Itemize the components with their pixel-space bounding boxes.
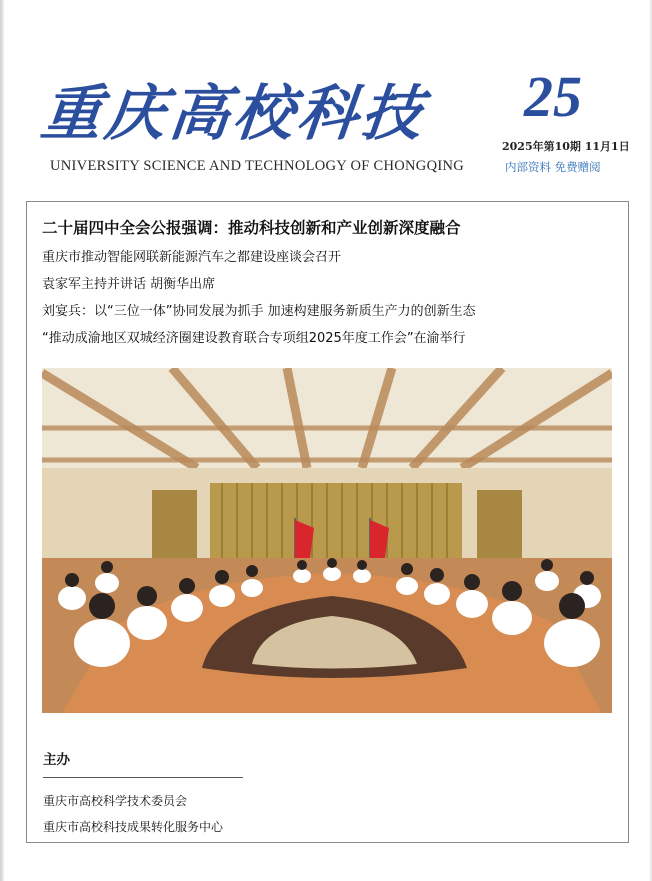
headline-item: 重庆市推动智能网联新能源汽车之都建设座谈会召开	[42, 250, 342, 265]
masthead-subtitle-en: UNIVERSITY SCIENCE AND TECHNOLOGY OF CHONGQING	[50, 158, 465, 174]
headline-item: 刘宴兵：以“三位一体”协同发展为抓手 加速构建服务新质生产力的创新生态	[42, 304, 476, 319]
headline-list	[42, 216, 622, 354]
issue-number: 25	[524, 64, 582, 129]
distribution-note: 内部资料 免费赠阅	[505, 160, 601, 174]
masthead-title: 重庆高校科技	[37, 79, 430, 149]
headline-item: 袁家军主持并讲话 胡衡华出席	[42, 277, 216, 292]
sponsor-organization: 重庆市高校科学技术委员会	[43, 794, 188, 808]
sponsor-organization: 重庆市高校科技成果转化服务中心	[43, 820, 224, 834]
issue-date: 2025年第10期 11月1日	[502, 140, 630, 153]
magazine-cover	[4, 0, 650, 881]
lead-headline: 二十届四中全会公报强调：推动科技创新和产业创新深度融合	[42, 219, 461, 237]
sponsor-label: 主办	[43, 752, 70, 768]
headline-item: “推动成渝地区双城经济圈建设教育联合专项组2025年度工作会”在渝举行	[42, 331, 466, 346]
content-box	[26, 201, 629, 843]
meeting-photo	[42, 368, 612, 713]
sponsor-divider	[43, 777, 243, 778]
